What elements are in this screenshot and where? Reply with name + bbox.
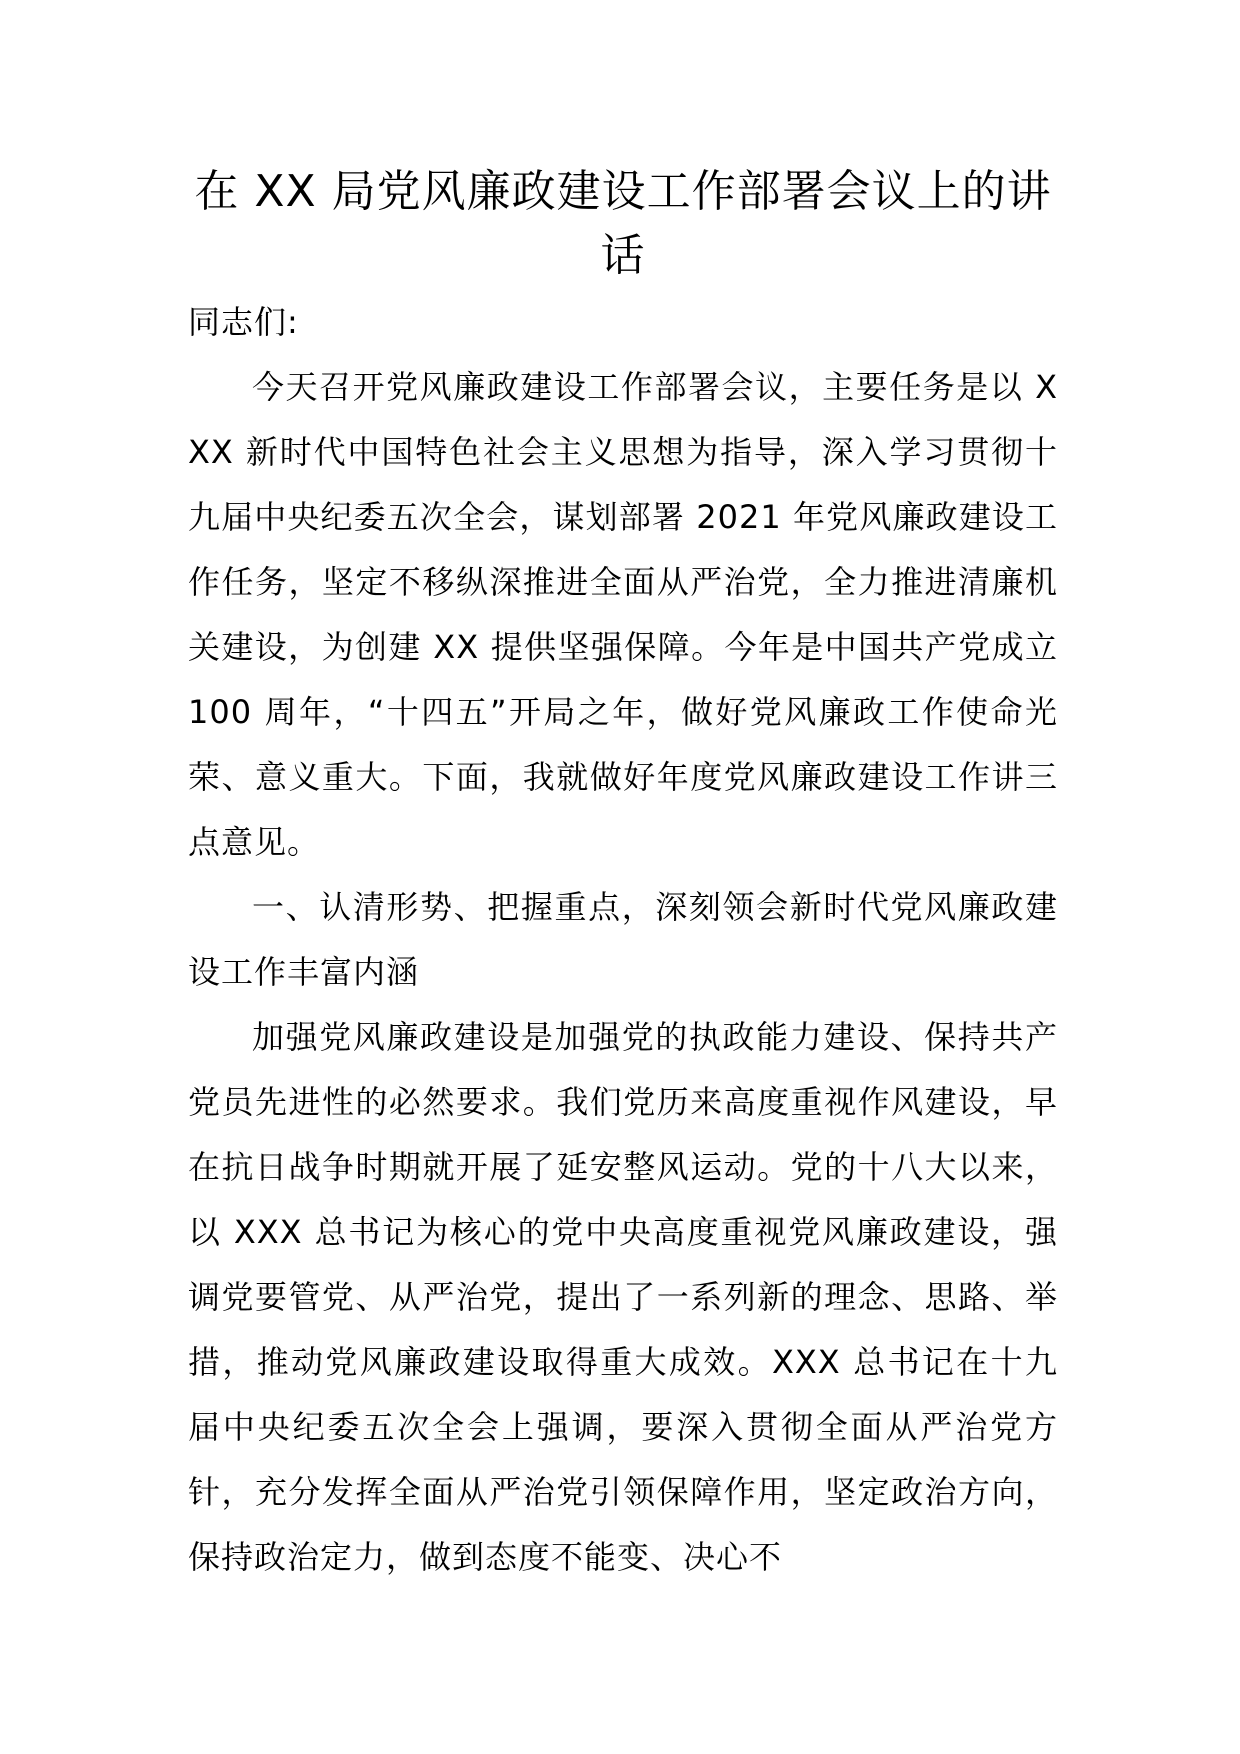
paragraph-section-1: 加强党风廉政建设是加强党的执政能力建设、保持共产党员先进性的必然要求。我们党历来高度重视作风建设，早在抗日战争时期就开展了延安整风运动。党的十八大以来，以 XXX 总书记为核心的党中央高度重视党风廉政建设，强调党要管党、从严治党，提出了一系列新的理念、思路、举措，推动党风廉政建设取得重大成效。XXX 总书记在十九届中央纪委五次全会上强调，要深入贯彻全面从严治党方针，充分发挥全面从严治党引领保障作用，坚定政治方向，保持政治定力，做到态度不能变、决心不 xyxy=(188,1018,1058,1576)
section-heading-1: 一、认清形势、把握重点，深刻领会新时代党风廉政建设工作丰富内涵 xyxy=(188,888,1058,991)
document-title: 在 XX 局党风廉政建设工作部署会议上的讲话 xyxy=(194,166,1052,281)
document-body xyxy=(188,290,1058,1590)
salutation: 同志们: xyxy=(188,303,299,341)
paragraph-intro: 今天召开党风廉政建设工作部署会议，主要任务是以 XXX 新时代中国特色社会主义思想为指导，深入学习贯彻十九届中央纪委五次全会，谋划部署 2021 年党风廉政建设工作任务，坚定不移纵深推进全面从严治党，全力推进清廉机关建设，为创建 XX 提供坚强保障。今年是中国共产党成立 100 周年，“十四五”开局之年，做好党风廉政工作使命光荣、意义重大。下面，我就做好年度党风廉政建设工作讲三点意见。 xyxy=(188,368,1058,861)
document-page xyxy=(188,160,1058,1590)
